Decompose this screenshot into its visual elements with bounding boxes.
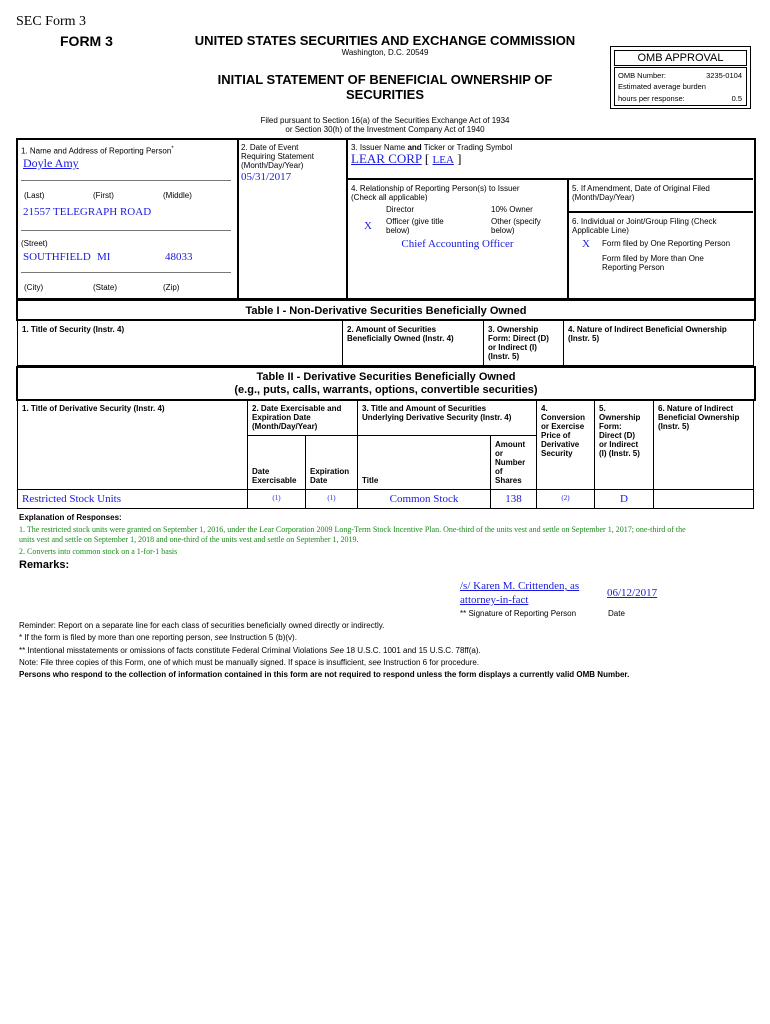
box4-label-line2: (Check all applicable) bbox=[351, 193, 428, 202]
footnote-1 bbox=[19, 525, 754, 544]
officer-checkmark: X bbox=[364, 220, 372, 232]
table1-col3-line2: Form: Direct (D) bbox=[488, 334, 549, 343]
box5-label-line1: 5. If Amendment, Date of Original Filed bbox=[572, 184, 710, 193]
table1 bbox=[17, 320, 754, 366]
explanation-heading: Explanation of Responses: bbox=[19, 513, 122, 522]
label-city: (City) bbox=[24, 283, 44, 292]
table1-col3-line1: 3. Ownership bbox=[488, 325, 539, 334]
omb-hours-label: hours per response: bbox=[618, 94, 685, 103]
sub-exp-line1: Expiration bbox=[310, 467, 350, 476]
box5-label-line2: (Month/Day/Year) bbox=[572, 193, 635, 202]
issuer-name[interactable]: LEAR CORP bbox=[351, 151, 422, 166]
table2-col6-line3: (Instr. 5) bbox=[658, 422, 690, 431]
table2-col6-line1: 6. Nature of Indirect bbox=[658, 404, 734, 413]
omb-title-box bbox=[614, 50, 747, 66]
note-3-see: see bbox=[368, 658, 382, 667]
final-note: Persons who respond to the collection of information contained in this form are not required to respond unless the form displays a currently valid OMB Number. bbox=[19, 670, 630, 679]
zip-value: 48033 bbox=[165, 251, 193, 263]
table2-col5-line6: (I) (Instr. 5) bbox=[599, 449, 640, 458]
omb-number-label: OMB Number: bbox=[618, 71, 666, 80]
more-persons-label bbox=[602, 254, 704, 272]
table2-header-row bbox=[18, 400, 754, 436]
table1-col3-line3: or Indirect (I) bbox=[488, 343, 537, 352]
box4-label bbox=[351, 184, 520, 202]
table2-col4-line2: Conversion bbox=[541, 413, 586, 422]
omb-details-box bbox=[614, 67, 747, 106]
sub-date-line2: Exercisable bbox=[252, 476, 297, 485]
box2-label-line2: Requiring Statement bbox=[241, 152, 314, 161]
agency-city: Washington, D.C. 20549 bbox=[341, 48, 429, 57]
city-value: SOUTHFIELD bbox=[23, 251, 91, 263]
table2-col4-line3: or Exercise bbox=[541, 422, 585, 431]
box6-label-line2: Applicable Line) bbox=[572, 226, 629, 235]
sub-amt-line4: of bbox=[495, 467, 503, 476]
box5-label bbox=[572, 184, 710, 202]
table1-col4-line2: (Instr. 5) bbox=[568, 334, 600, 343]
omb-number-value: 3235-0104 bbox=[706, 71, 742, 80]
signature[interactable] bbox=[460, 579, 579, 607]
box1-label bbox=[21, 145, 174, 156]
note-2-post: 18 U.S.C. 1001 and 15 U.S.C. 78ff(a). bbox=[343, 646, 481, 655]
table2-col5-line3: Form: bbox=[599, 422, 622, 431]
box2-label-line1: 2. Date of Event bbox=[241, 143, 299, 152]
row-date-exercisable: (1) bbox=[248, 490, 306, 509]
form-title bbox=[190, 72, 580, 102]
other-label bbox=[491, 217, 541, 235]
one-person-checkmark: X bbox=[582, 238, 590, 250]
box6-label-line1: 6. Individual or Joint/Group Filing (Check bbox=[572, 217, 717, 226]
box3-label-post: Ticker or Trading Symbol bbox=[421, 143, 513, 152]
officer-label-line2: below) bbox=[386, 226, 410, 235]
note-1-pre: * If the form is filed by more than one reporting person, bbox=[19, 633, 215, 642]
filed-line1: Filed pursuant to Section 16(a) of the Securities Exchange Act of 1934 bbox=[260, 116, 510, 125]
officer-title: Chief Accounting Officer bbox=[401, 238, 514, 250]
other-label-line1: Other (specify bbox=[491, 217, 541, 226]
table2-col2-line1: 2. Date Exercisable and bbox=[252, 404, 342, 413]
omb-hours-value: 0.5 bbox=[731, 94, 742, 103]
table1-col1 bbox=[18, 321, 343, 366]
footnote-1-line2: units vest and settle on September 1, 2018 and one-third of the units vest and settle on September 1, 2019. bbox=[19, 534, 359, 544]
note-3-pre: Note: File three copies of this Form, one of which must be manually signed. If space is insufficient, bbox=[19, 658, 369, 667]
table1-col2-line1: 2. Amount of Securities bbox=[347, 325, 437, 334]
one-person-label: Form filed by One Reporting Person bbox=[602, 239, 731, 248]
label-state: (State) bbox=[93, 283, 118, 292]
footnote-2: 2. Converts into common stock on a 1-for-1 basis bbox=[19, 547, 178, 556]
table2-col6 bbox=[654, 400, 754, 490]
table-row bbox=[18, 490, 754, 509]
table2-col4-line1: 4. bbox=[541, 404, 548, 413]
note-2 bbox=[19, 646, 481, 655]
table2-col2-line3: (Month/Day/Year) bbox=[252, 422, 318, 431]
table2-title-box bbox=[16, 366, 756, 401]
event-date: 05/31/2017 bbox=[241, 171, 292, 183]
table2-title-line2: (e.g., puts, calls, warrants, options, convertible securities) bbox=[234, 384, 538, 396]
sub-amt-line3: Number bbox=[495, 458, 526, 467]
box1-asterisk: * bbox=[171, 146, 174, 152]
table2-col4-line6: Security bbox=[541, 449, 573, 458]
table2-col2-line2: Expiration Date bbox=[252, 413, 311, 422]
row-underlying-title: Common Stock bbox=[358, 490, 491, 509]
form-title-line2: SECURITIES bbox=[345, 87, 424, 102]
note-1 bbox=[19, 633, 297, 642]
table1-col3-line4: (Instr. 5) bbox=[488, 352, 520, 361]
ticker-bracket-close: ] bbox=[457, 151, 462, 166]
table2 bbox=[17, 399, 754, 509]
table1-col4 bbox=[564, 321, 754, 366]
officer-label-line1: Officer (give title bbox=[386, 217, 444, 226]
form-label: FORM 3 bbox=[60, 33, 113, 49]
sub-amt-line2: or bbox=[495, 449, 503, 458]
note-2-pre: ** Intentional misstatements or omissions of facts constitute Federal Criminal Violations bbox=[19, 646, 330, 655]
omb-box bbox=[610, 46, 751, 109]
table1-col2 bbox=[343, 321, 484, 366]
officer-label bbox=[386, 217, 444, 235]
box2-label bbox=[241, 143, 314, 170]
table2-col6-line2: Beneficial Ownership bbox=[658, 413, 740, 422]
table2-col5-line2: Ownership bbox=[599, 413, 641, 422]
more-persons-line2: Reporting Person bbox=[602, 263, 665, 272]
row-conversion-price: (2) bbox=[537, 490, 595, 509]
table2-sub-amount bbox=[491, 436, 537, 490]
sub-amt-line1: Amount bbox=[495, 440, 526, 449]
box6-label bbox=[572, 217, 717, 235]
footnote-1-line1: 1. The restricted stock units were granted on September 1, 2016, under the Lear Corporation 2009 Long-Term Stock Incentive Plan. One-third of the units vest and settle on September 1, 2017; one-third of the bbox=[19, 525, 686, 534]
agency-title: UNITED STATES SECURITIES AND EXCHANGE COMMISSION bbox=[194, 33, 576, 48]
label-last: (Last) bbox=[24, 191, 45, 200]
table2-col1 bbox=[18, 400, 248, 490]
table1-col2-line2: Beneficially Owned (Instr. 4) bbox=[347, 334, 454, 343]
sub-title-text: Title bbox=[362, 476, 379, 485]
signature-label: ** Signature of Reporting Person bbox=[460, 609, 577, 618]
label-middle: (Middle) bbox=[163, 191, 192, 200]
note-3 bbox=[19, 658, 479, 667]
omb-burden-label: Estimated average burden bbox=[618, 82, 706, 91]
ticker-symbol[interactable]: LEA bbox=[432, 154, 454, 166]
table1-header-row bbox=[18, 321, 754, 366]
label-first: (First) bbox=[93, 191, 114, 200]
note-1-post: Instruction 5 (b)(v). bbox=[227, 633, 297, 642]
row-amount: 138 bbox=[491, 490, 537, 509]
table1-title-box bbox=[16, 299, 756, 321]
note-1-see: see bbox=[214, 633, 228, 642]
table2-col5 bbox=[595, 400, 654, 490]
table2-col1-text: 1. Title of Derivative Security (Instr. 4) bbox=[22, 404, 165, 413]
sub-date-line1: Date bbox=[252, 467, 270, 476]
row-expiration-date: (1) bbox=[306, 490, 358, 509]
filed-line2: or Section 30(h) of the Investment Company Act of 1940 bbox=[285, 125, 485, 134]
signature-line1: /s/ Karen M. Crittenden, as bbox=[460, 580, 580, 592]
table1-col3 bbox=[484, 321, 564, 366]
omb-title: OMB APPROVAL bbox=[637, 52, 724, 64]
street-value: 21557 TELEGRAPH ROAD bbox=[23, 206, 152, 218]
signature-date: 06/12/2017 bbox=[607, 587, 658, 599]
table2-col3-line2: Underlying Derivative Security (Instr. 4) bbox=[362, 413, 512, 422]
table2-title-line1: Table II - Derivative Securities Beneficially Owned bbox=[256, 371, 516, 383]
table2-col4 bbox=[537, 400, 595, 490]
box4-label-line1: 4. Relationship of Reporting Person(s) to Issuer bbox=[351, 184, 520, 193]
sub-amt-line5: Shares bbox=[495, 476, 522, 485]
box1-label-text: 1. Name and Address of Reporting Person bbox=[21, 146, 172, 156]
more-persons-line1: Form filed by More than One bbox=[602, 254, 704, 263]
label-zip: (Zip) bbox=[163, 283, 180, 292]
table2-col5-line1: 5. bbox=[599, 404, 606, 413]
director-label: Director bbox=[386, 205, 415, 214]
row-nature bbox=[654, 490, 754, 509]
table2-sub-date-exercisable bbox=[248, 436, 306, 490]
row-ownership-form: D bbox=[595, 490, 654, 509]
label-street: (Street) bbox=[21, 239, 48, 248]
table2-col4-line5: Derivative bbox=[541, 440, 580, 449]
signature-line2: attorney-in-fact bbox=[460, 594, 529, 606]
reminder-note: Reminder: Report on a separate line for each class of securities beneficially owned directly or indirectly. bbox=[19, 621, 385, 630]
remarks-heading: Remarks: bbox=[19, 559, 70, 571]
note-3-post: Instruction 6 for procedure. bbox=[381, 658, 480, 667]
table2-col5-line5: or Indirect bbox=[599, 440, 639, 449]
box3-label-and: and bbox=[407, 143, 422, 152]
reporting-person-name[interactable]: Doyle Amy bbox=[23, 156, 79, 170]
table2-sub-title bbox=[358, 436, 491, 490]
table2-col3 bbox=[358, 400, 537, 436]
ticker-bracket-open: [ bbox=[424, 151, 430, 166]
filed-pursuant bbox=[190, 116, 580, 134]
form-title-line1: INITIAL STATEMENT OF BENEFICIAL OWNERSHIP OF bbox=[217, 72, 553, 87]
table1-title: Table I - Non-Derivative Securities Beneficially Owned bbox=[245, 305, 527, 317]
issuer-line bbox=[351, 151, 462, 168]
ten-pct-owner-label: 10% Owner bbox=[491, 205, 533, 214]
row-security-title: Restricted Stock Units bbox=[18, 490, 248, 509]
sub-exp-line2: Date bbox=[310, 476, 328, 485]
date-label: Date bbox=[608, 609, 625, 618]
table1-col4-line1: 4. Nature of Indirect Beneficial Ownership bbox=[568, 325, 727, 334]
note-2-see: See bbox=[329, 646, 344, 655]
table2-sub-expiration bbox=[306, 436, 358, 490]
table2-col4-line4: Price of bbox=[541, 431, 571, 440]
table2-col2 bbox=[248, 400, 358, 436]
box2-label-line3: (Month/Day/Year) bbox=[241, 161, 304, 170]
page-header: SEC Form 3 bbox=[16, 14, 87, 29]
other-label-line2: below) bbox=[491, 226, 515, 235]
state-value: MI bbox=[97, 251, 111, 263]
box3-label-pre: 3. Issuer Name bbox=[351, 143, 408, 152]
table2-col3-line1: 3. Title and Amount of Securities bbox=[362, 404, 487, 413]
table1-col1-text: 1. Title of Security (Instr. 4) bbox=[22, 325, 125, 334]
table2-col5-line4: Direct (D) bbox=[599, 431, 636, 440]
